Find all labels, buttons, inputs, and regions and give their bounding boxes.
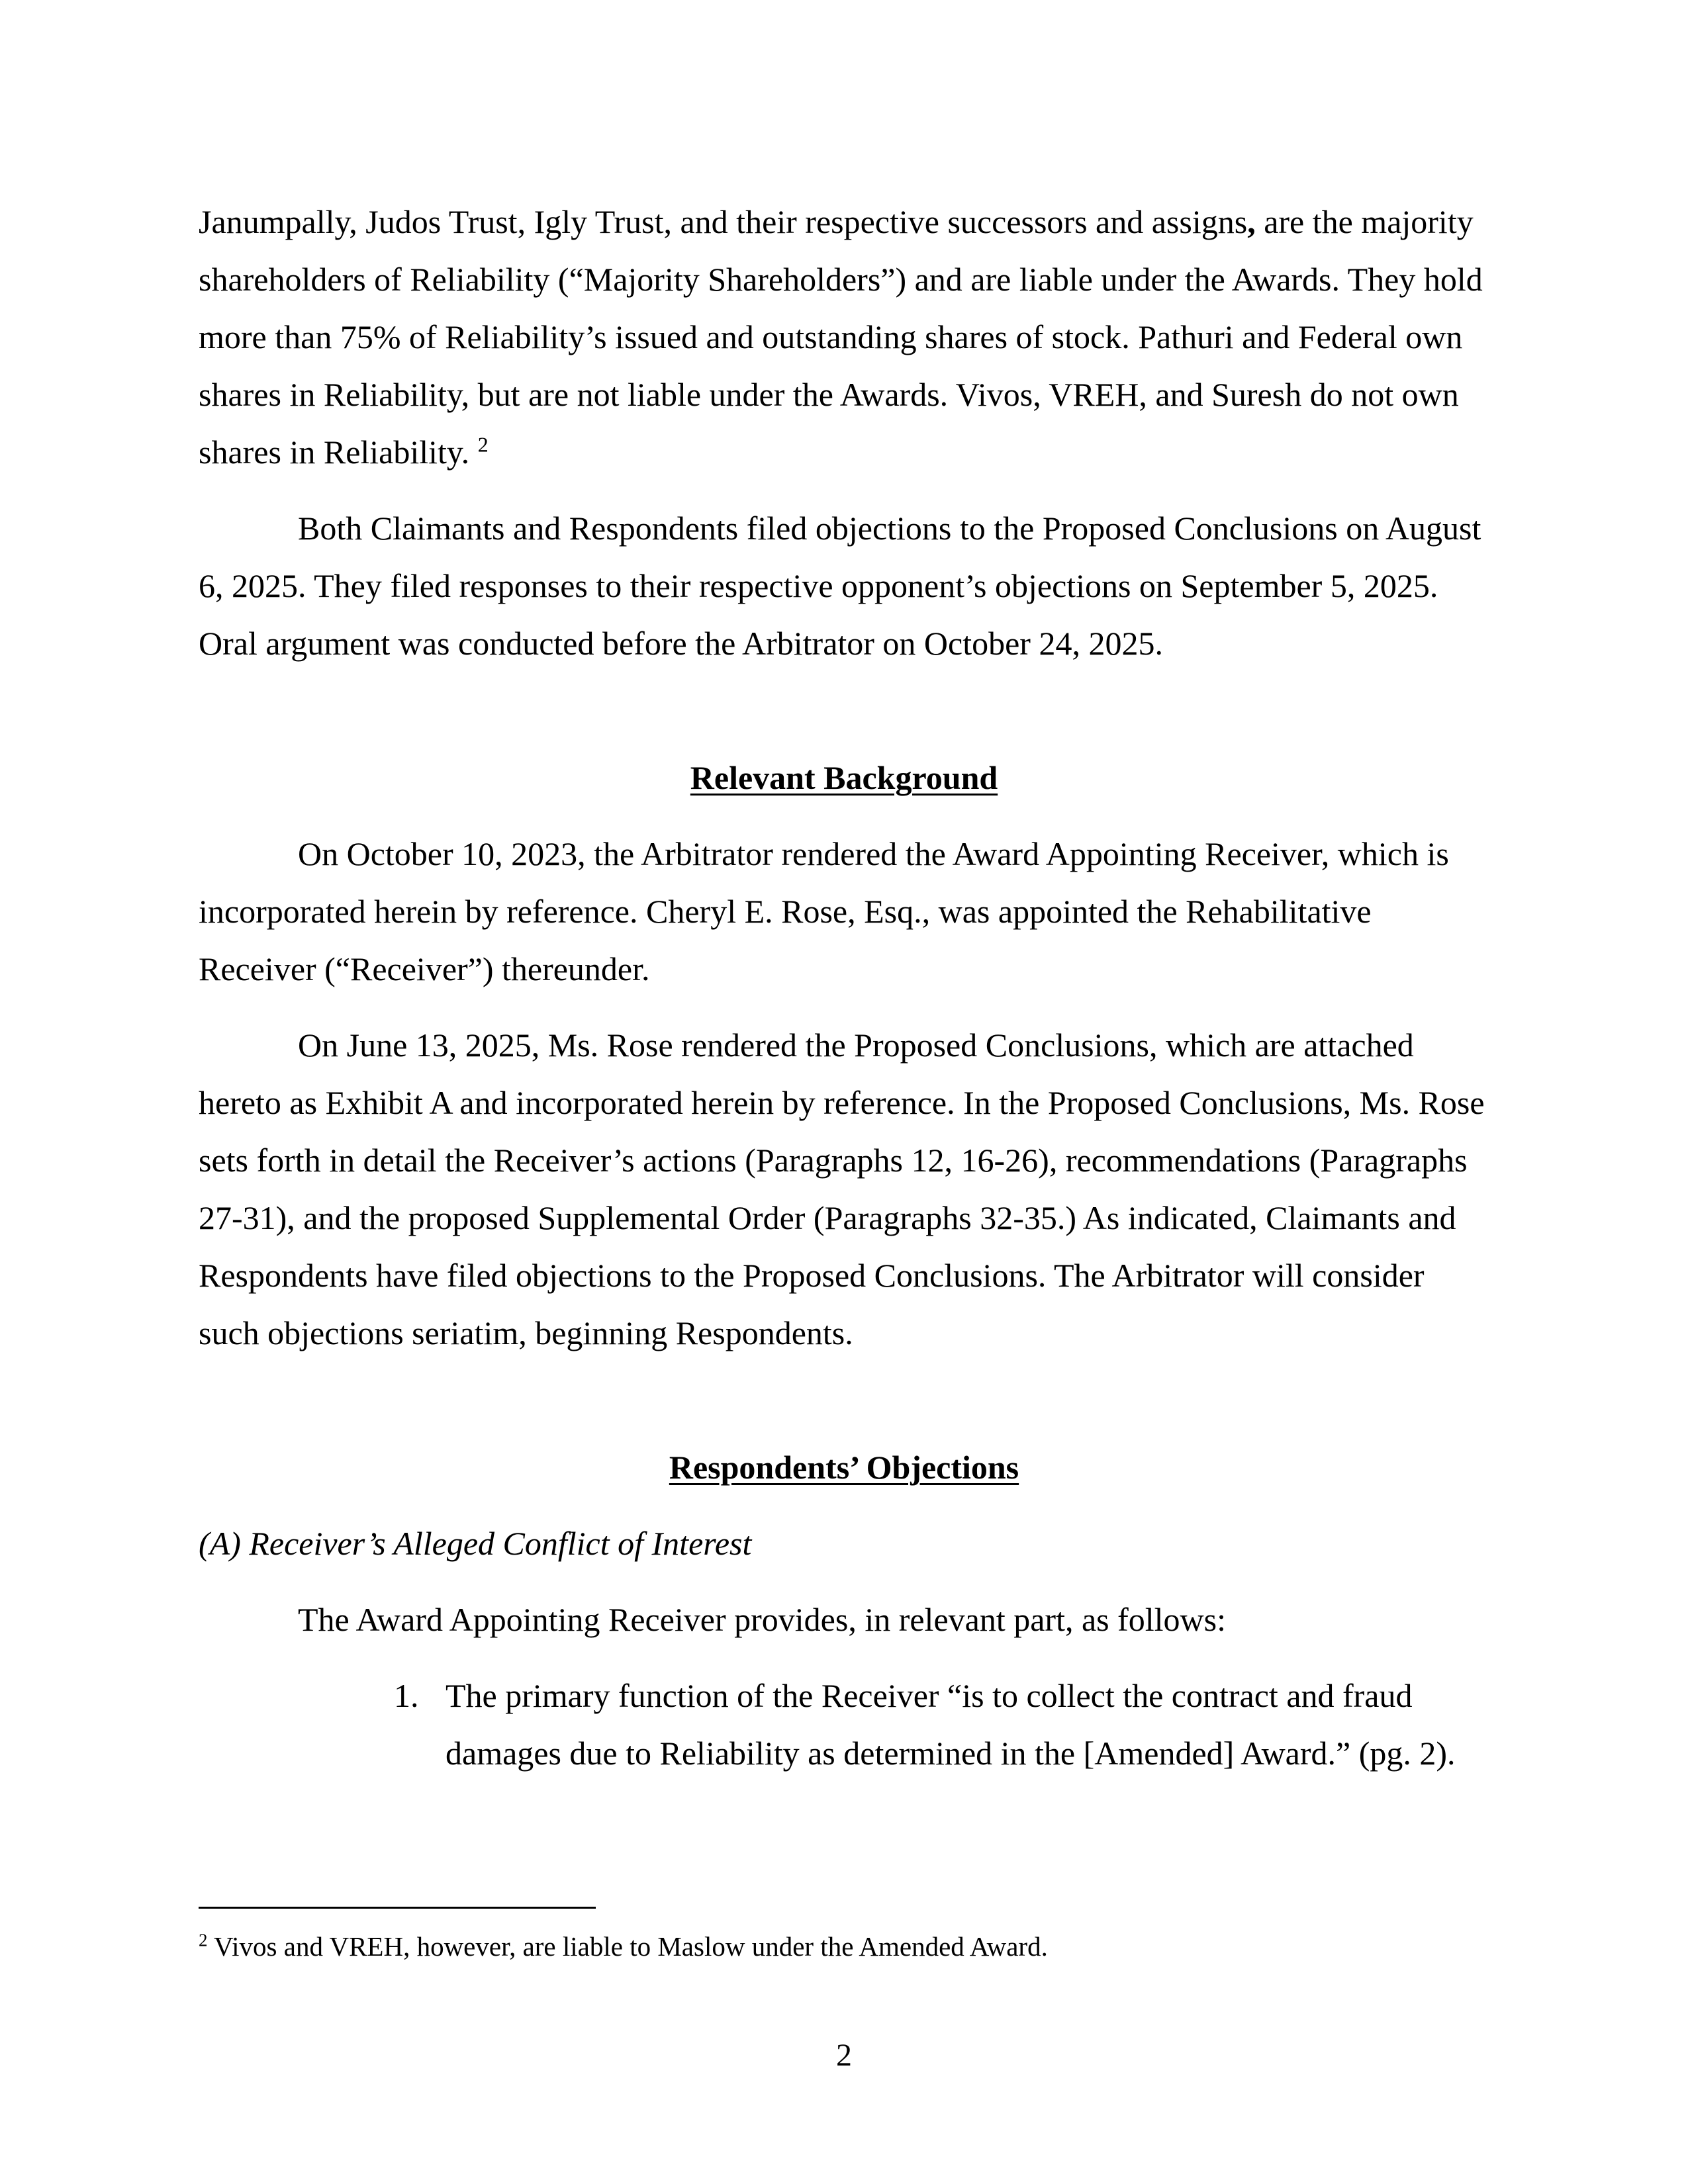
page-number: 2 [836,2038,852,2073]
footnote-body: Vivos and VREH, however, are liable to Maslow under the Amended Award. [207,1931,1048,1962]
paragraph-objections-filed: Both Claimants and Respondents filed objections to the Proposed Conclusions on August 6, 2025. They filed responses to their respective opponent’s objections on September 5, 2025. Oral argument was conducted before the Arbitrator on October 24, 2025. [199,510,1481,662]
heading-relevant-background [199,749,1489,807]
footnote-text [199,1929,1489,1964]
footnote-separator [199,1907,596,1909]
paragraph-award-appointing-receiver: On October 10, 2023, the Arbitrator rendered the Award Appointing Receiver, which is incorporated herein by reference. Cheryl E. Rose, Esq., was appointed the Rehabilitative Receiver (“Receiver”) thereunder. [199,835,1449,987]
document-body [199,193,1489,1801]
list-item-text: The primary function of the Receiver “is to collect the contract and fraud damages due to Reliability as determined in the [Amended] Award.” (pg. 2). [445,1677,1456,1772]
subheading-receivers-alleged-conflict: (A) Receiver’s Alleged Conflict of Interest [199,1525,752,1562]
paragraph-award-provides: The Award Appointing Receiver provides, in relevant part, as follows: [298,1601,1227,1638]
heading-text: Respondents’ Objections [669,1449,1019,1486]
paragraph-text: Janumpally, Judos Trust, Igly Trust, and their respective successors and assigns [199,203,1248,240]
footnote-number: 2 [199,1930,208,1950]
footnote-area [199,1907,1489,1964]
paragraph-proposed-conclusions: On June 13, 2025, Ms. Rose rendered the Proposed Conclusions, which are attached hereto as Exhibit A and incorporated herein by reference. In the Proposed Conclusions, Ms. Rose sets forth in detail the Receiver’s actions (Paragraphs 12, 16-26), recommendations (Paragraphs 27-31), and the proposed Supplemental Order (Paragraphs 32-35.) As indicated, Claimants and Respondents have filed objections to the Proposed Conclusions. The Arbitrator will consider such objections seriatim, beginning Respondents. [199,1026,1485,1351]
list-item-number: 1. [394,1677,419,1714]
bold-comma: , [1247,203,1256,240]
paragraph-majority-shareholders [199,193,1489,481]
list-item-1 [394,1667,1489,1782]
footnote-reference-2: 2 [477,432,489,457]
paragraph-text: are the majority shareholders of Reliability (“Majority Shareholders”) and are liable under the Awards. They hold more than 75% of Reliability’s issued and outstanding shares of stock. Pathuri and Federal own shares in Reliability, but are not liable under the Awards. Vivos, VREH, and Suresh do not own shares in Reliability. [199,203,1483,471]
heading-respondents-objections [199,1439,1489,1496]
heading-text: Relevant Background [690,759,998,796]
